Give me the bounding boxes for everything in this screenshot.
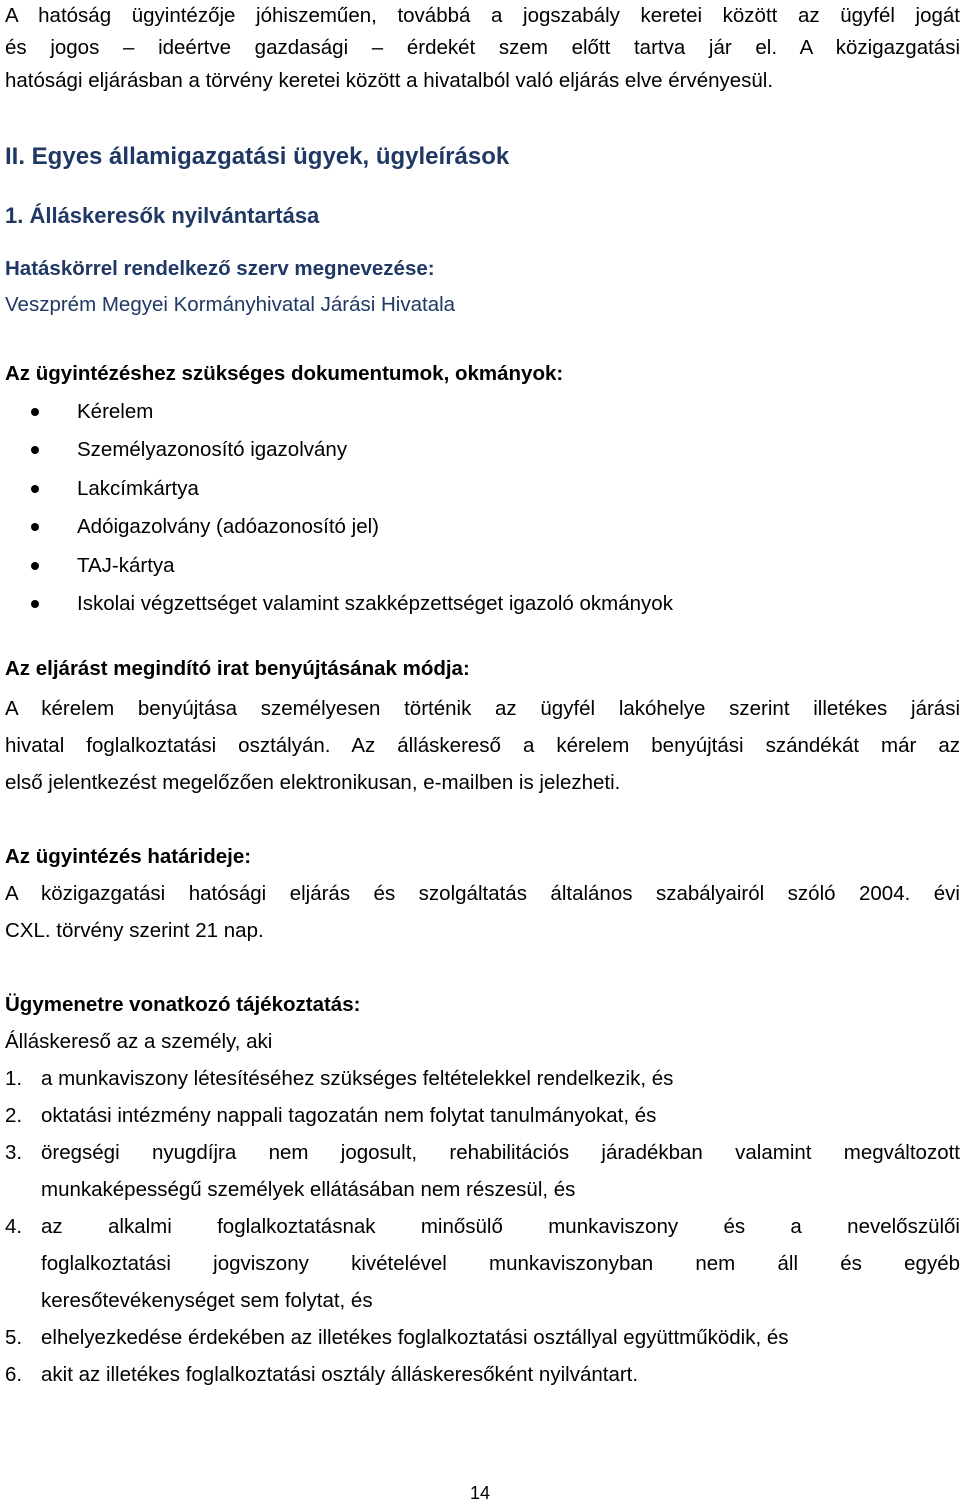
list-item: öregségi nyugdíjra nem jogosult, rehabilitációs járadékban valamint megváltozott <box>41 1141 960 1164</box>
documents-label: Az ügyintézéshez szükséges dokumentumok, okmányok: <box>5 362 564 385</box>
list-item: Iskolai végzettséget valamint szakképzettséget igazoló okmányok <box>77 592 673 615</box>
intro-line-2: és jogos – ideértve gazdasági – érdekét szem előtt tartva jár el. A közigazgatási <box>5 36 960 59</box>
list-item-number: 5. <box>5 1326 23 1349</box>
list-item: elhelyezkedése érdekében az illetékes foglalkoztatási osztállyal együttműködik, és <box>41 1326 789 1349</box>
list-item: a munkaviszony létesítéséhez szükséges feltételekkel rendelkezik, és <box>41 1067 674 1090</box>
intro-line-3: hatósági eljárásban a törvény keretei között a hivatalból való eljárás elve érvényesül. <box>5 69 774 92</box>
authority-label: Hatáskörrel rendelkező szerv megnevezése: <box>5 257 435 280</box>
list-item-number: 2. <box>5 1104 23 1127</box>
authority-value: Veszprém Megyei Kormányhivatal Járási Hivatala <box>5 293 456 316</box>
procedure-intro: Álláskereső az a személy, aki <box>5 1030 273 1053</box>
deadline-line-2: CXL. törvény szerint 21 nap. <box>5 919 264 942</box>
list-item: Lakcímkártya <box>77 477 199 500</box>
list-item: Adóigazolvány (adóazonosító jel) <box>77 515 379 538</box>
bullet-icon <box>31 600 39 608</box>
list-item: az alkalmi foglalkoztatásnak minősülő munkaviszony és a nevelőszülői <box>41 1215 960 1238</box>
bullet-icon <box>31 408 39 416</box>
subsection-heading: 1. Álláskeresők nyilvántartása <box>5 203 320 228</box>
section-heading: II. Egyes államigazgatási ügyek, ügyleírások <box>5 143 510 170</box>
page-number: 14 <box>469 1483 491 1503</box>
list-item: akit az illetékes foglalkoztatási osztály álláskeresőként nyilvántart. <box>41 1363 639 1386</box>
list-item: oktatási intézmény nappali tagozatán nem folytat tanulmányokat, és <box>41 1104 657 1127</box>
list-item-number: 3. <box>5 1141 23 1164</box>
list-item-continuation: munkaképességű személyek ellátásában nem részesül, és <box>41 1178 576 1201</box>
list-item-number: 1. <box>5 1067 23 1090</box>
submission-line-1: A kérelem benyújtása személyesen történik az ügyfél lakóhelye szerint illetékes járási <box>5 697 960 720</box>
list-item: Személyazonosító igazolvány <box>77 438 348 461</box>
submission-line-2: hivatal foglalkoztatási osztályán. Az álláskereső a kérelem benyújtási szándékát már az <box>5 734 960 757</box>
list-item: Kérelem <box>77 400 154 423</box>
bullet-icon <box>31 523 39 531</box>
list-item-number: 4. <box>5 1215 23 1238</box>
list-item-number: 6. <box>5 1363 23 1386</box>
bullet-icon <box>31 485 39 493</box>
submission-label: Az eljárást megindító irat benyújtásának módja: <box>5 657 470 680</box>
list-item-continuation: keresőtevékenységet sem folytat, és <box>41 1289 373 1312</box>
intro-line-1: A hatóság ügyintézője jóhiszeműen, továbbá a jogszabály keretei között az ügyfél jogát <box>5 4 960 27</box>
deadline-label: Az ügyintézés határideje: <box>5 845 252 868</box>
bullet-icon <box>31 446 39 454</box>
bullet-icon <box>31 562 39 570</box>
procedure-label: Ügymenetre vonatkozó tájékoztatás: <box>5 993 361 1016</box>
list-item: TAJ-kártya <box>77 554 175 577</box>
list-item-continuation: foglalkoztatási jogviszony kivételével munkaviszonyban nem áll és egyéb <box>41 1252 960 1275</box>
submission-line-3: első jelentkezést megelőzően elektronikusan, e-mailben is jelezheti. <box>5 771 621 794</box>
deadline-line-1: A közigazgatási hatósági eljárás és szolgáltatás általános szabályairól szóló 2004. évi <box>5 882 960 905</box>
